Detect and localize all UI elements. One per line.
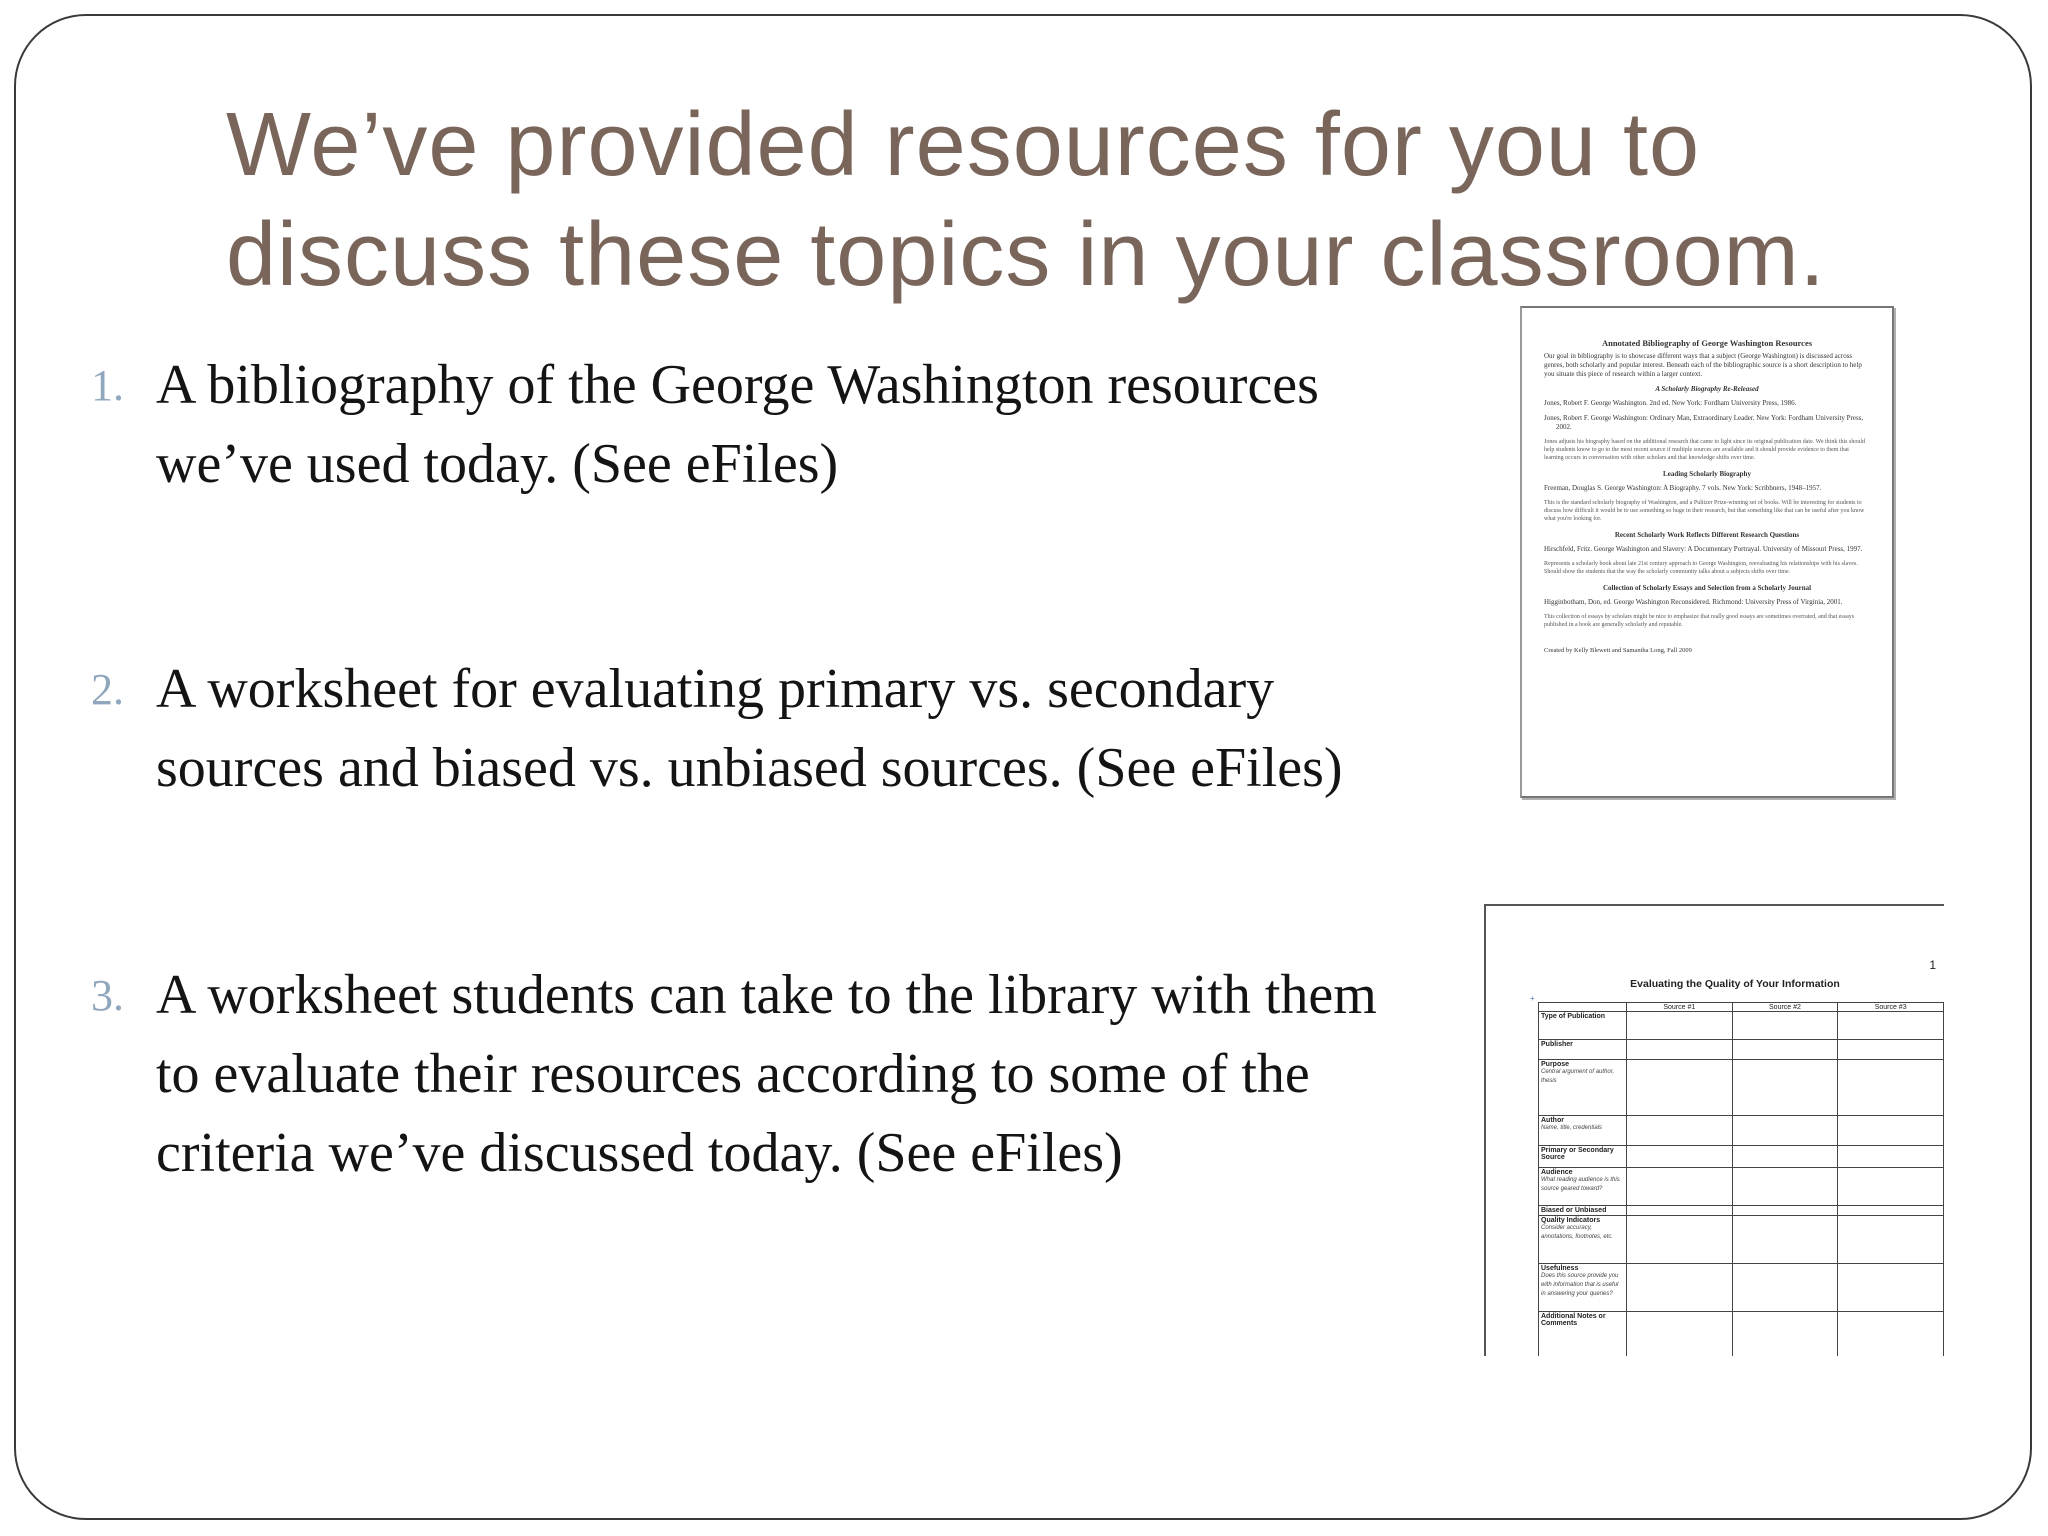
list-number: 2. xyxy=(91,665,124,714)
table-row xyxy=(1539,1012,1944,1040)
doc-annotation: This is the standard scholarly biography of Washington, and a Pulitzer Prize-winning set of books. Will be interesting for students to discuss how difficult it would be to use something so huge in their research, but that something like that can be useful after you know what you're looking for. xyxy=(1544,500,1865,522)
table-row xyxy=(1539,1168,1944,1206)
list-text: A worksheet students can take to the library with them to evaluate their resources according to some of the criteria we’ve discussed today. (See eFiles) xyxy=(156,964,1377,1184)
list-number: 1. xyxy=(91,361,124,410)
table-row xyxy=(1539,1116,1944,1146)
row-label: Additional Notes or Comments xyxy=(1541,1313,1606,1327)
table-row xyxy=(1539,1206,1944,1216)
row-hint: Central argument of author, thesis xyxy=(1541,1069,1615,1084)
row-hint: What reading audience is this source geared toward? xyxy=(1541,1177,1620,1192)
row-label: Audience xyxy=(1541,1169,1573,1176)
doc-section: Collection of Scholarly Essays and Selection from a Scholarly Journal xyxy=(1602,584,1812,592)
table-header: Source #1 xyxy=(1627,1003,1733,1012)
list-text: A worksheet for evaluating primary vs. secondary sources and biased vs. unbiased sources. (See eFiles) xyxy=(156,658,1343,799)
list-text: A bibliography of the George Washington resources we’ve used today. (See eFiles) xyxy=(156,354,1319,495)
row-hint: Name, title, credentials xyxy=(1541,1125,1603,1131)
worksheet-table xyxy=(1538,1002,1944,1356)
doc-reference: Jones, Robert F. George Washington: Ordinary Man, Extraordinary Leader. New York: Fordham University Press, 2002. xyxy=(1544,414,1864,431)
doc-reference: Jones, Robert F. George Washington. 2nd ed. New York: Fordham University Press, 1986. xyxy=(1544,399,1797,407)
table-header: Source #3 xyxy=(1838,1003,1944,1012)
doc-reference: Higginbotham, Don, ed. George Washington Reconsidered. Richmond: University Press of Virginia, 2001. xyxy=(1544,598,1843,606)
slide-title: We’ve provided resources for you to discuss these topics in your classroom. xyxy=(226,95,1826,305)
doc-reference: Hirschfeld, Fritz. George Washington and Slavery: A Documentary Portrayal. University of Missouri Press, 1997. xyxy=(1544,545,1863,553)
doc-credit: Created by Kelly Blewett and Samantha Long, Fall 2009 xyxy=(1544,647,1692,654)
table-header: Source #2 xyxy=(1732,1003,1838,1012)
table-row xyxy=(1539,1146,1944,1168)
table-move-handle-icon: + xyxy=(1530,994,1535,1003)
row-label: Quality Indicators xyxy=(1541,1217,1601,1224)
doc-annotation: This collection of essays by scholars might be nice to emphasize that really good essays are sometimes overrated, and that essays published in a book are generally scholarly and reputable. xyxy=(1544,614,1855,628)
worksheet-title: Evaluating the Quality of Your Information xyxy=(1630,978,1840,990)
row-label: Type of Publication xyxy=(1541,1013,1606,1020)
row-hint: Consider accuracy, annotations, footnotes, etc. xyxy=(1541,1225,1614,1240)
list-number: 3. xyxy=(91,971,124,1020)
table-header xyxy=(1539,1003,1627,1012)
row-label: Publisher xyxy=(1541,1041,1573,1048)
doc-intro: Our goal in bibliography is to showcase different ways that a subject (George Washington) is discussed across genres, both scholarly and popular interest. Beneath each of the bibliographic source is a short description to help you situate this piece of research within a larger context. xyxy=(1544,352,1862,378)
table-row xyxy=(1539,1040,1944,1060)
page-number: 1 xyxy=(1929,958,1936,972)
row-label: Primary or Secondary Source xyxy=(1541,1147,1614,1161)
doc-reference: Freeman, Douglas S. George Washington: A Biography. 7 vols. New York: Scribbners, 1948–1957. xyxy=(1544,484,1822,492)
doc-annotation: Jones adjusts his biography based on the additional research that came to light since its original publication date. We think this should help students know to go to the most recent source if multiple sources are available and it should provide evidence to them that learning occurs in conversation with other scholars and that knowledge shifts over time. xyxy=(1544,439,1866,461)
row-label: Purpose xyxy=(1541,1061,1570,1068)
row-label: Biased or Unbiased xyxy=(1541,1207,1607,1214)
table-row xyxy=(1539,1216,1944,1264)
table-row xyxy=(1539,1264,1944,1312)
doc-section: Leading Scholarly Biography xyxy=(1663,470,1751,478)
row-hint: Does this source provide you with information that is useful in answering your queries? xyxy=(1541,1273,1619,1297)
bibliography-thumbnail xyxy=(1520,306,1894,798)
worksheet-thumbnail xyxy=(1484,904,1944,1356)
row-label: Usefulness xyxy=(1541,1265,1579,1272)
table-row xyxy=(1539,1060,1944,1116)
table-row xyxy=(1539,1312,1944,1357)
doc-heading: Annotated Bibliography of George Washington Resources xyxy=(1601,338,1813,348)
doc-section: A Scholarly Biography Re-Released xyxy=(1655,385,1759,393)
row-label: Author xyxy=(1541,1117,1564,1124)
doc-section: Recent Scholarly Work Reflects Different Research Questions xyxy=(1614,531,1800,539)
doc-annotation: Represents a scholarly book about late 21st century approach to George Washington, reevaluating his relationships with his slaves. Should show the students that the way the scholarly community talks about a subjects shifts over time. xyxy=(1544,561,1858,575)
